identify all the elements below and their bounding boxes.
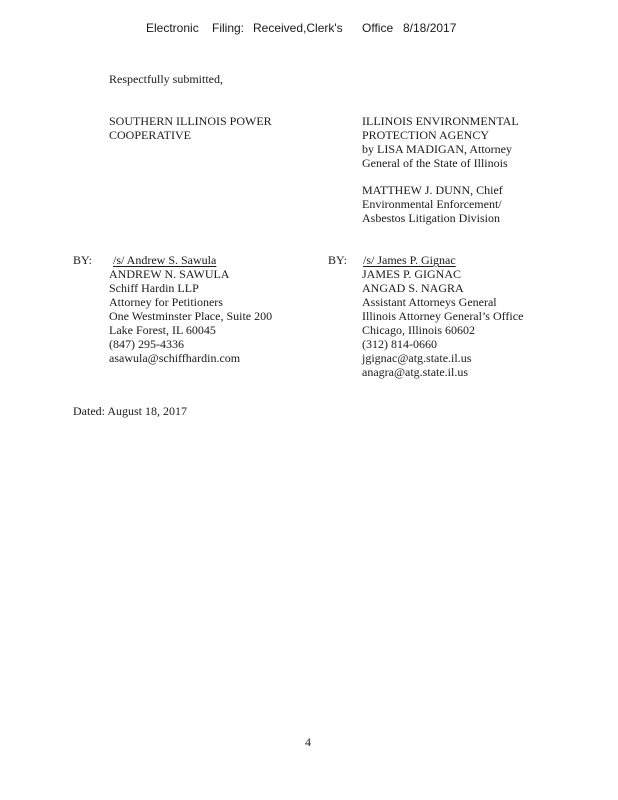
left-party-line: COOPERATIVE <box>109 128 192 142</box>
right-signature-block <box>362 267 523 379</box>
right-sig-line: JAMES P. GIGNAC <box>362 267 462 281</box>
right-sig-line: Illinois Attorney General’s Office <box>362 309 524 323</box>
right-party-line: by LISA MADIGAN, Attorney <box>362 142 512 156</box>
right-signature: /s/ James P. Gignac <box>363 253 456 267</box>
right-party-division-line: Asbestos Litigation Division <box>362 211 500 225</box>
right-by-label: BY: <box>328 253 347 267</box>
left-by-label: BY: <box>73 253 92 267</box>
right-sig-line: Chicago, Illinois 60602 <box>362 323 475 337</box>
left-sig-line: (847) 295-4336 <box>109 337 184 351</box>
right-party-line: General of the State of Illinois <box>362 156 508 170</box>
header-filing: Filing: <box>212 21 245 35</box>
page-number: 4 <box>305 735 311 749</box>
left-sig-line: Schiff Hardin LLP <box>109 281 199 295</box>
closing-text: Respectfully submitted, <box>109 72 223 86</box>
dated-line: Dated: August 18, 2017 <box>73 404 187 418</box>
left-sig-line: One Westminster Place, Suite 200 <box>109 309 273 323</box>
right-sig-line: (312) 814-0660 <box>362 337 437 351</box>
header-received-clerks: Received,Clerk's <box>253 21 343 35</box>
right-sig-email: anagra@atg.state.il.us <box>362 365 469 379</box>
right-party-division <box>362 183 503 225</box>
right-party-division-line: Environmental Enforcement/ <box>362 197 502 211</box>
right-party-name <box>362 114 519 170</box>
right-sig-line: Assistant Attorneys General <box>362 295 497 309</box>
right-party-line: PROTECTION AGENCY <box>362 128 490 142</box>
right-sig-line: ANGAD S. NAGRA <box>362 281 464 295</box>
left-sig-email: asawula@schiffhardin.com <box>109 351 241 365</box>
right-party-line: ILLINOIS ENVIRONMENTAL <box>362 114 519 128</box>
left-party-name <box>109 114 272 142</box>
header-electronic: Electronic <box>146 21 199 35</box>
left-party-line: SOUTHERN ILLINOIS POWER <box>109 114 272 128</box>
left-signature: /s/ Andrew S. Sawula <box>113 253 217 267</box>
left-sig-line: Lake Forest, IL 60045 <box>109 323 216 337</box>
left-sig-line: ANDREW N. SAWULA <box>109 267 230 281</box>
left-sig-line: Attorney for Petitioners <box>109 295 223 309</box>
right-party-division-line: MATTHEW J. DUNN, Chief <box>362 183 503 197</box>
left-signature-block <box>109 267 272 365</box>
header-office: Office <box>362 21 394 35</box>
header-date: 8/18/2017 <box>403 21 457 35</box>
right-sig-email: jgignac@atg.state.il.us <box>362 351 472 365</box>
